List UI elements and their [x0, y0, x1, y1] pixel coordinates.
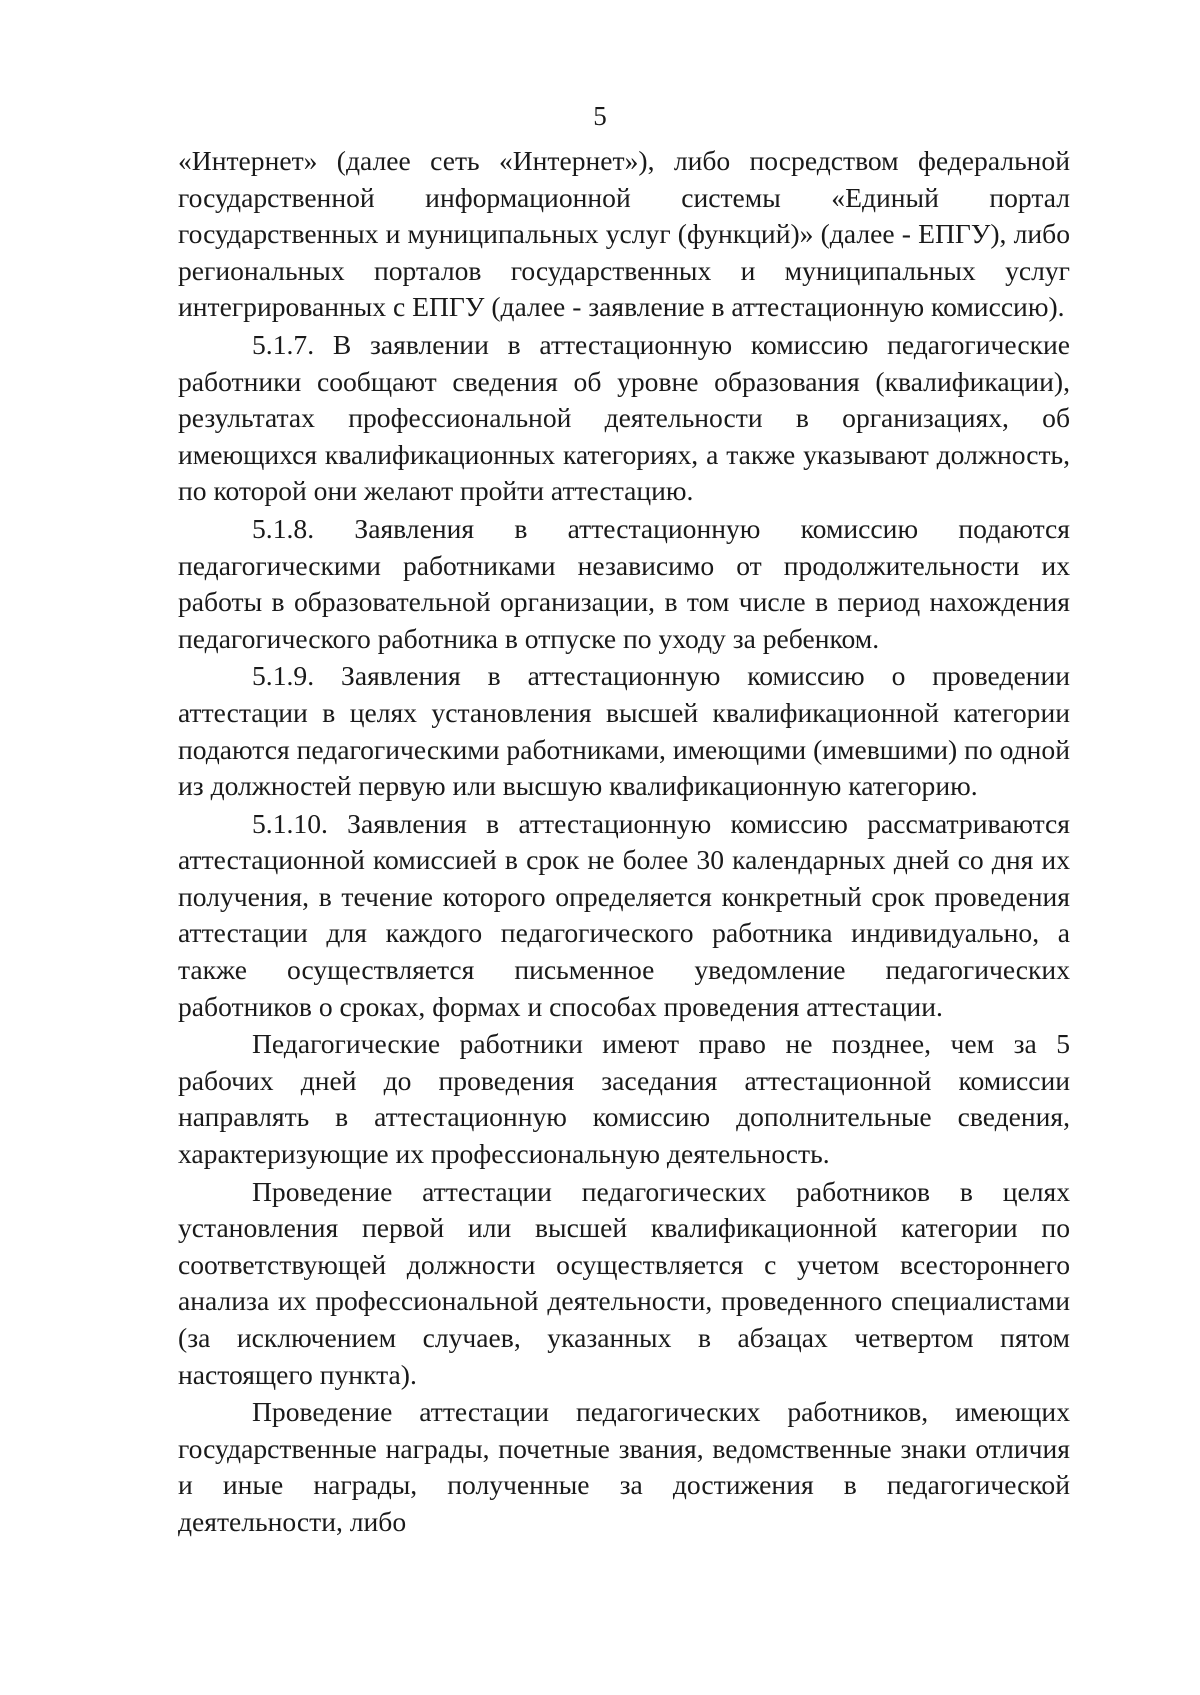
page-number: 5 — [593, 101, 607, 131]
paragraph-awarded-workers: Проведение аттестации педагогических работников, имеющих государственные награды, почетные звания, ведомственные знаки отличия и иные награды, полученные за достижения в педагогической деятельности, либо — [178, 1396, 1070, 1537]
paragraph-continuation: «Интернет» (далее сеть «Интернет»), либо посредством федеральной государственной информационной системы «Единый портал государственных и муниципальных услуг (функций)» (далее - ЕПГУ), либо региональных порталов государственных и муниципальных услуг интегрированных с ЕПГУ (далее - заявление в аттестационную комиссию). — [178, 145, 1070, 323]
document-body — [178, 143, 1070, 1541]
paragraph-additional-info-right: Педагогические работники имеют право не позднее, чем за 5 рабочих дней до проведения заседания аттестационной комиссии направлять в аттестационную комиссию дополнительные сведения, характеризующие их профессиональную деятельность. — [178, 1028, 1070, 1170]
paragraph-5-1-8: 5.1.8. Заявления в аттестационную комиссию подаются педагогическими работниками независимо от продолжительности их работы в образовательной организации, в том числе в период нахождения педагогического работника в отпуске по уходу за ребенком. — [178, 512, 1070, 654]
paragraph-attestation-analysis: Проведение аттестации педагогических работников в целях установления первой или высшей квалификационной категории по соответствующей должности осуществляется с учетом всестороннего анализа их профессиональной деятельности, проведенного специалистами (за исключением случаев, указанных в абзацах четвертом пятом настоящего пункта). — [178, 1175, 1070, 1390]
paragraph-5-1-7: 5.1.7. В заявлении в аттестационную комиссию педагогические работники сообщают сведения об уровне образования (квалификации), результатах профессиональной деятельности в организациях, об имеющихся квалификационных категориях, а также указывают должность, по которой они желают пройти аттестацию. — [178, 328, 1070, 507]
paragraph-5-1-9: 5.1.9. Заявления в аттестационную комиссию о проведении аттестации в целях установления высшей квалификационной категории подаются педагогическими работниками, имеющими (имевшими) по одной из должностей первую или высшую квалификационную категорию. — [178, 660, 1070, 802]
paragraph-5-1-10: 5.1.10. Заявления в аттестационную комиссию рассматриваются аттестационной комиссией в срок не более 30 календарных дней со дня их получения, в течение которого определяется конкретный срок проведения аттестации для каждого педагогического работника индивидуально, а также осуществляется письменное уведомление педагогических работников о сроках, формах и способах проведения аттестации. — [178, 807, 1070, 1022]
